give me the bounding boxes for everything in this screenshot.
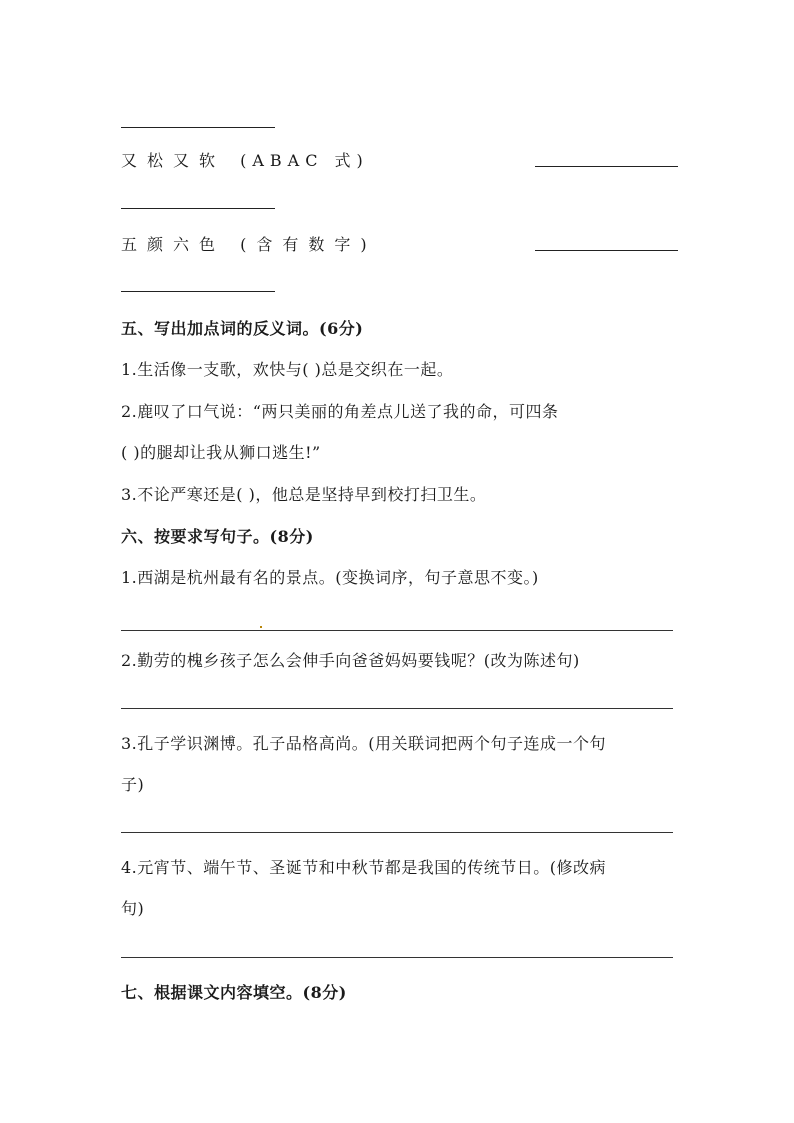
answer-line[interactable]	[121, 630, 673, 631]
question-6-2: 2.勤劳的槐乡孩子怎么会伸手向爸爸妈妈要钱呢？(改为陈述句)	[121, 651, 580, 670]
question-6-4a: 4.元宵节、端午节、圣诞节和中秋节都是我国的传统节日。(修改病	[121, 858, 607, 877]
section-5-heading: 五、写出加点词的反义词。(6分)	[121, 319, 364, 338]
answer-line[interactable]	[121, 957, 673, 958]
answer-line[interactable]	[535, 166, 678, 167]
question-6-4b: 句)	[121, 899, 145, 918]
word-row-1	[121, 148, 369, 171]
question-6-3b: 子)	[121, 775, 145, 794]
stray-mark	[260, 626, 262, 628]
question-6-3a: 3.孔子学识渊博。孔子品格高尚。(用关联词把两个句子连成一个句	[121, 734, 607, 753]
word-hint: (ABAC 式)	[240, 151, 369, 170]
section-7-heading: 七、根据课文内容填空。(8分)	[121, 983, 347, 1002]
question-5-2a: 2.鹿叹了口气说：“两只美丽的角差点儿送了我的命，可四条	[121, 402, 559, 421]
word-hint: (含有数字)	[240, 235, 377, 254]
answer-line[interactable]	[535, 250, 678, 251]
section-6-heading: 六、按要求写句子。(8分)	[121, 527, 314, 546]
question-5-2b: ( )的腿却让我从狮口逃生!”	[121, 443, 321, 462]
word-row-2	[121, 232, 377, 255]
question-6-1: 1.西湖是杭州最有名的景点。(变换词序，句子意思不变。)	[121, 568, 539, 587]
word-item: 又松又软	[121, 151, 226, 170]
answer-line[interactable]	[121, 708, 673, 709]
question-5-1: 1.生活像一支歌，欢快与( )总是交织在一起。	[121, 360, 454, 379]
answer-line[interactable]	[121, 208, 275, 209]
answer-line[interactable]	[121, 291, 275, 292]
answer-line[interactable]	[121, 127, 275, 128]
answer-line[interactable]	[121, 832, 673, 833]
question-5-3: 3.不论严寒还是( )，他总是坚持早到校打扫卫生。	[121, 485, 487, 504]
word-item: 五颜六色	[121, 235, 226, 254]
